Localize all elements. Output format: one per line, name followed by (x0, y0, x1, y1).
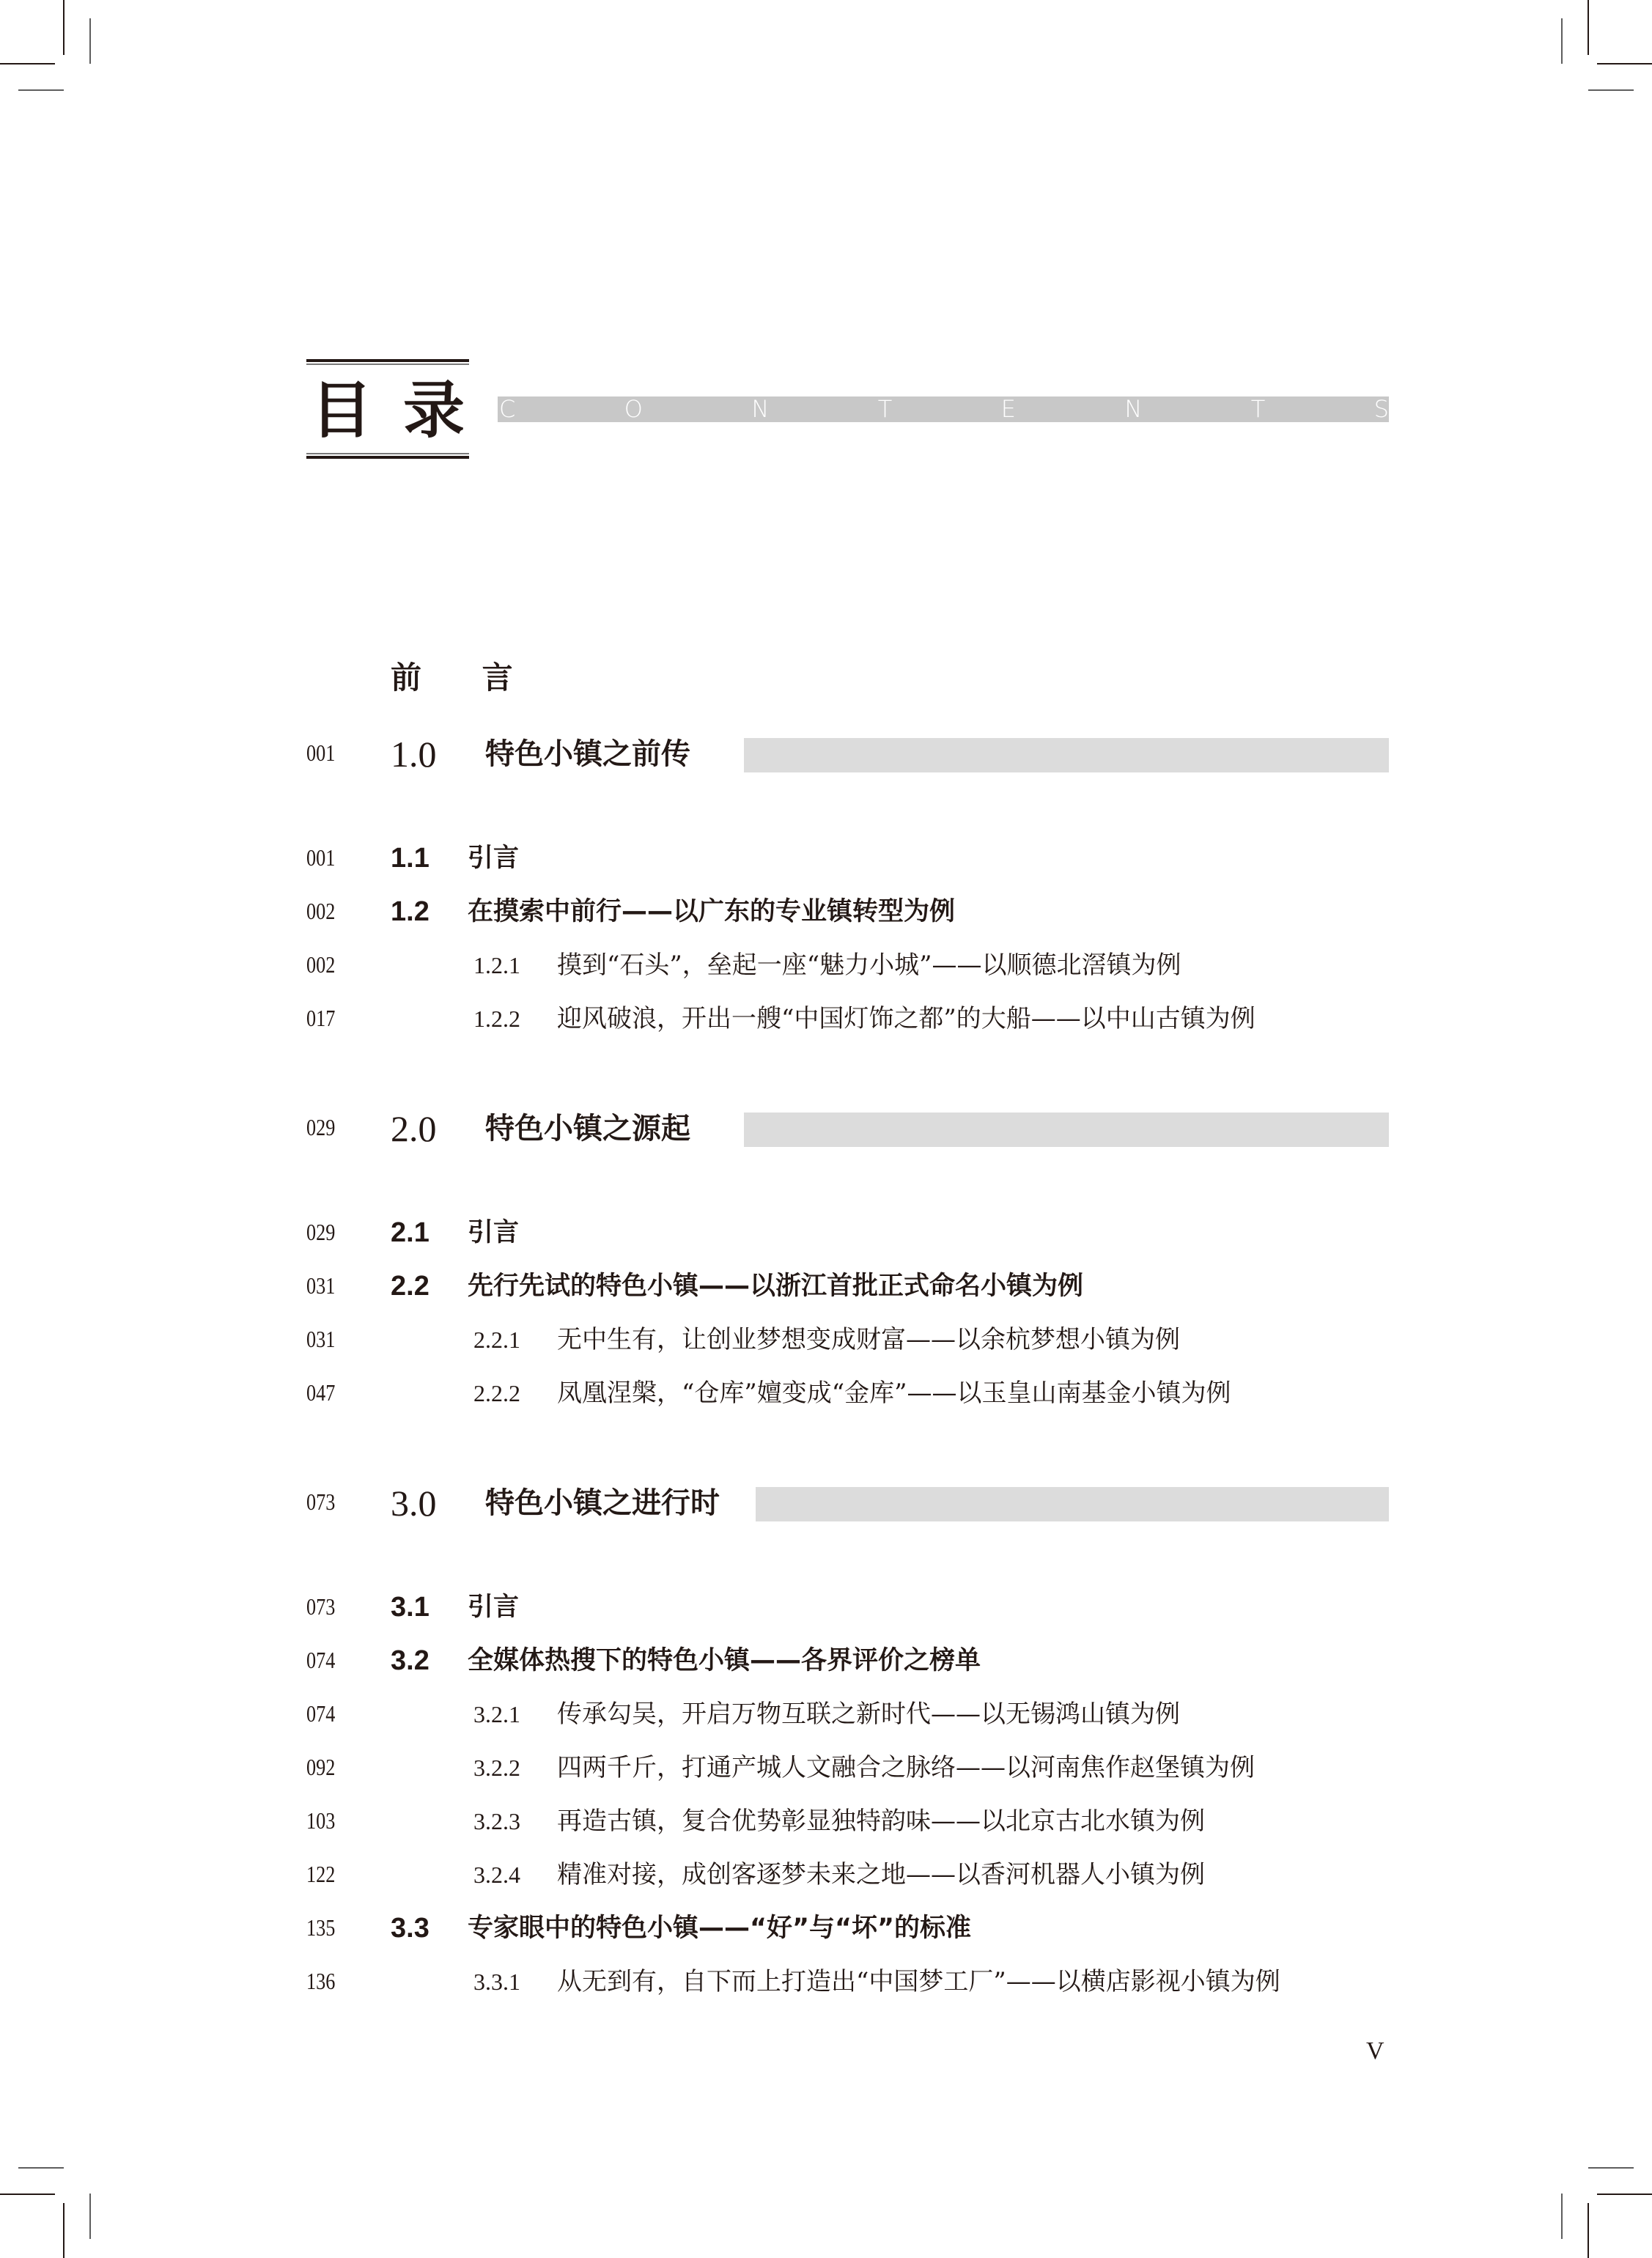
subsection-title: 迎风破浪，开出一艘“中国灯饰之都”的大船——以中山古镇为例 (557, 1004, 1255, 1033)
crop-mark (18, 89, 64, 91)
title-bottom-rule (306, 453, 469, 460)
banner-letter: T (1250, 395, 1266, 423)
subsection-number: 1.2.1 (473, 952, 520, 978)
subsection-title: 精准对接，成创客逐梦未来之地——以香河机器人小镇为例 (557, 1860, 1205, 1889)
toc-title-block (306, 359, 469, 460)
section-title: 先行先试的特色小镇——以浙江首批正式命名小镇为例 (468, 1272, 1084, 1301)
chapter-title: 特色小镇之进行时 (485, 1486, 720, 1520)
contents-banner (498, 396, 1389, 422)
toc-subsection[interactable] (306, 1324, 1391, 1361)
section-title: 引言 (468, 1593, 520, 1622)
section-title: 引言 (468, 1218, 520, 1247)
banner-letter: C (499, 395, 516, 423)
toc-subsection[interactable] (306, 1003, 1391, 1040)
page-number: 029 (306, 1219, 336, 1245)
page-number: 073 (306, 1593, 336, 1620)
chapter-bar (744, 738, 1389, 772)
chapter-number: 1.0 (391, 734, 437, 775)
subsection-number: 2.2.2 (473, 1380, 520, 1406)
section-number: 3.1 (391, 1592, 429, 1623)
page-number: 136 (306, 1968, 336, 1994)
page-number: 074 (306, 1700, 336, 1727)
page-number: 017 (306, 1005, 336, 1031)
crop-mark (1588, 0, 1589, 55)
chapter-title: 特色小镇之前传 (485, 737, 690, 771)
subsection-title: 凤凰涅槃，“仓库”嬗变成“金库”——以玉皇山南基金小镇为例 (557, 1379, 1231, 1408)
page-number: 001 (306, 739, 336, 766)
page-folio: V (1366, 2037, 1384, 2065)
page-number: 031 (306, 1272, 336, 1299)
subsection-title: 从无到有，自下而上打造出“中国梦工厂”——以横店影视小镇为例 (557, 1967, 1280, 1996)
chapter-bar (756, 1487, 1389, 1521)
toc-section[interactable] (306, 1217, 1391, 1254)
subsection-number: 3.2.1 (473, 1701, 520, 1727)
page-number: 002 (306, 951, 336, 978)
section-number: 1.1 (391, 843, 429, 874)
subsection-number: 3.3.1 (473, 1969, 520, 1995)
crop-mark (63, 0, 64, 55)
page-number: 073 (306, 1488, 336, 1515)
crop-mark (1561, 2194, 1563, 2239)
chapter-bar (744, 1113, 1389, 1147)
subsection-number: 3.2.4 (473, 1862, 520, 1888)
banner-letter: N (1124, 395, 1143, 423)
banner-letter: T (877, 395, 893, 423)
crop-mark (1597, 63, 1652, 64)
page-number: 047 (306, 1379, 336, 1406)
subsection-number: 1.2.2 (473, 1006, 520, 1032)
banner-letter: O (624, 395, 643, 423)
section-number: 2.2 (391, 1271, 429, 1302)
toc-subsection[interactable] (306, 1859, 1391, 1896)
section-title: 在摸索中前行——以广东的专业镇转型为例 (468, 897, 956, 926)
page-number: 002 (306, 898, 336, 924)
toc-chapter-3[interactable] (306, 1483, 1391, 1524)
section-title: 引言 (468, 844, 520, 873)
toc-subsection[interactable] (306, 1966, 1391, 2003)
section-number: 1.2 (391, 896, 429, 927)
chapter-number: 2.0 (391, 1108, 437, 1149)
toc-subsection[interactable] (306, 950, 1391, 986)
page-number: 031 (306, 1326, 336, 1352)
toc-section[interactable] (306, 1271, 1391, 1307)
crop-mark (1588, 89, 1634, 91)
crop-mark (89, 2194, 91, 2239)
subsection-title: 再造古镇，复合优势彰显独特韵味——以北京古北水镇为例 (557, 1807, 1205, 1836)
section-title: 专家眼中的特色小镇——“好”与“坏”的标准 (468, 1914, 972, 1943)
toc-section[interactable] (306, 896, 1391, 933)
subsection-title: 四两千斤，打通产城人文融合之脉络——以河南焦作赵堡镇为例 (557, 1753, 1255, 1782)
section-title: 全媒体热搜下的特色小镇——各界评价之榜单 (468, 1646, 981, 1675)
toc-section[interactable] (306, 1913, 1391, 1949)
page-number: 074 (306, 1647, 336, 1673)
toc-chapter-2[interactable] (306, 1108, 1391, 1149)
page-title (306, 374, 469, 447)
subsection-number: 3.2.2 (473, 1755, 520, 1781)
crop-mark (18, 2167, 64, 2169)
crop-mark (1597, 2194, 1652, 2195)
toc-section[interactable] (306, 1645, 1391, 1682)
toc-section[interactable] (306, 1592, 1391, 1628)
section-number: 2.1 (391, 1217, 429, 1248)
title-top-rule (306, 359, 469, 366)
subsection-title: 无中生有，让创业梦想变成财富——以余杭梦想小镇为例 (557, 1325, 1180, 1354)
crop-mark (0, 2194, 55, 2195)
toc-subsection[interactable] (306, 1752, 1391, 1789)
page-number: 103 (306, 1807, 336, 1834)
banner-letter: S (1373, 395, 1389, 423)
section-number: 3.2 (391, 1645, 429, 1676)
section-number: 3.3 (391, 1913, 429, 1944)
crop-mark (1588, 2203, 1589, 2258)
page-number: 001 (306, 844, 336, 871)
page-number: 135 (306, 1914, 336, 1941)
toc-section[interactable] (306, 843, 1391, 879)
banner-letter: E (1000, 395, 1016, 423)
crop-mark (1561, 18, 1563, 64)
title-char: 录 (402, 374, 465, 446)
subsection-title: 摸到“石头”，垒起一座“魅力小城”——以顺德北滘镇为例 (557, 951, 1181, 980)
crop-mark (0, 63, 55, 64)
toc-preface[interactable]: 前 言 (391, 660, 538, 696)
subsection-title: 传承勾吴，开启万物互联之新时代——以无锡鸿山镇为例 (557, 1700, 1180, 1729)
toc-subsection[interactable] (306, 1806, 1391, 1842)
subsection-number: 2.2.1 (473, 1327, 520, 1353)
page-number: 029 (306, 1114, 336, 1140)
toc-subsection[interactable] (306, 1378, 1391, 1414)
crop-mark (63, 2203, 64, 2258)
crop-mark (89, 18, 91, 64)
page-number: 122 (306, 1861, 336, 1887)
subsection-number: 3.2.3 (473, 1808, 520, 1834)
chapter-number: 3.0 (391, 1483, 437, 1524)
chapter-title: 特色小镇之源起 (485, 1111, 690, 1145)
toc-chapter-1[interactable] (306, 734, 1391, 775)
page-number: 092 (306, 1754, 336, 1780)
title-char: 目 (311, 374, 373, 446)
banner-letter: N (751, 395, 770, 423)
crop-mark (1588, 2167, 1634, 2169)
toc-subsection[interactable] (306, 1699, 1391, 1735)
